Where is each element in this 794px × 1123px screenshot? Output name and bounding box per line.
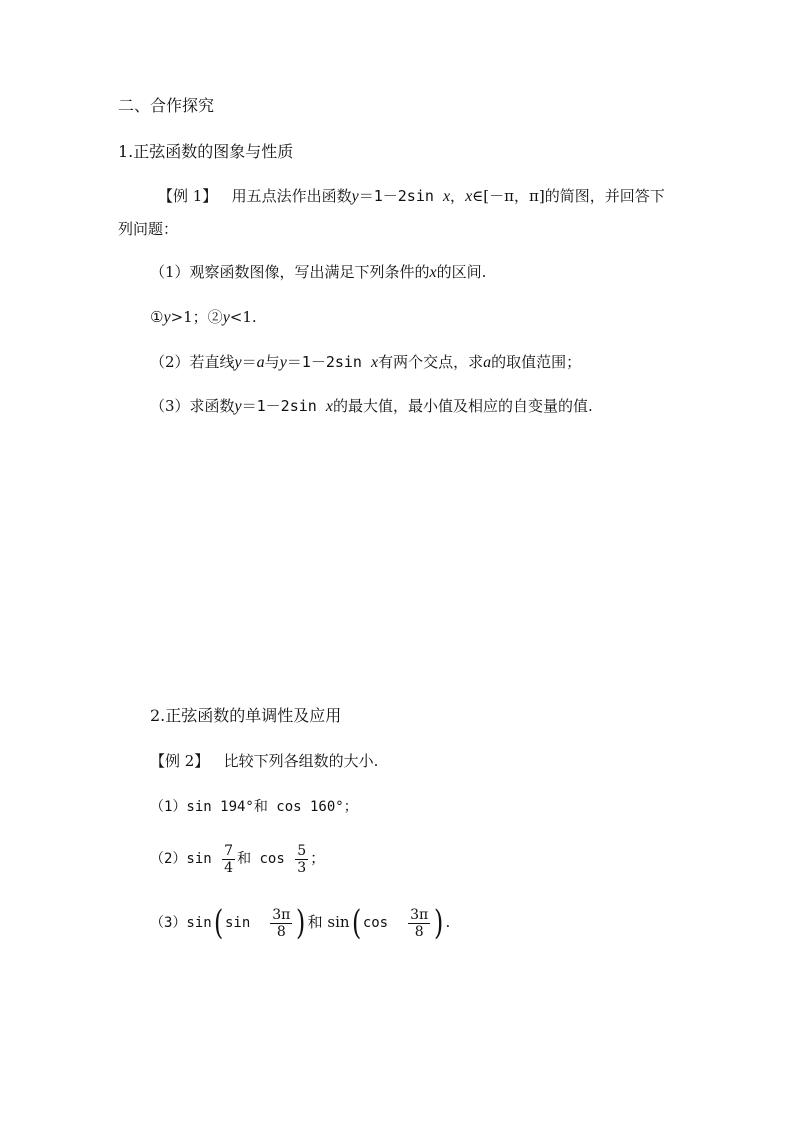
example-1-conditions: ①y>1；②y<1. <box>150 308 257 326</box>
example-1-tag: 【例 1】 <box>158 187 218 205</box>
left-paren: ( <box>351 903 361 943</box>
fraction-7-4: $\frac{7}{4}$ <box>224 842 234 876</box>
example-2-statement: 【例 2】 比较下列各组数的大小. <box>150 752 379 770</box>
right-paren: ) <box>296 903 306 943</box>
example-2-part-2: （2）sin $\frac{7}{4}$ 和 cos $\frac{5}{3}$ ； <box>150 842 326 876</box>
example-1-question-2: （2）若直线y＝a与y＝1－2sin x有两个交点，求a的取值范围； <box>150 353 582 371</box>
section-heading: 二、合作探究 <box>118 96 215 115</box>
example-2-tag: 【例 2】 <box>150 752 210 770</box>
example-1-question-1: （1）观察函数图像，写出满足下列条件的x的区间. <box>150 263 487 281</box>
fraction-3pi-8: $\frac{3\pi}{8}$ <box>410 906 429 940</box>
example-1-statement: 【例 1】 用五点法作出函数y＝1－2sin x，x∈[－π，π]的简图，并回答下列问题： <box>118 187 665 238</box>
fraction-5-3: $\frac{5}{3}$ <box>297 842 307 876</box>
left-paren: ( <box>213 903 223 943</box>
right-paren: ) <box>434 903 444 943</box>
example-2-part-3: （3）sin( sin $\frac{3\pi}{8}$ ) 和 sin( cos $\frac{3\pi}{8}$ ) . <box>150 903 451 943</box>
example-1-question-3: （3）求函数y＝1－2sin x的最大值，最小值及相应的自变量的值. <box>150 397 593 415</box>
fraction-3pi-8: $\frac{3\pi}{8}$ <box>272 906 291 940</box>
subsection-title-1: 1.正弦函数的图象与性质 <box>118 142 294 161</box>
subsection-title-2: 2.正弦函数的单调性及应用 <box>150 706 342 725</box>
example-2-part-1: （1）sin 194°和 cos 160°； <box>150 799 358 815</box>
